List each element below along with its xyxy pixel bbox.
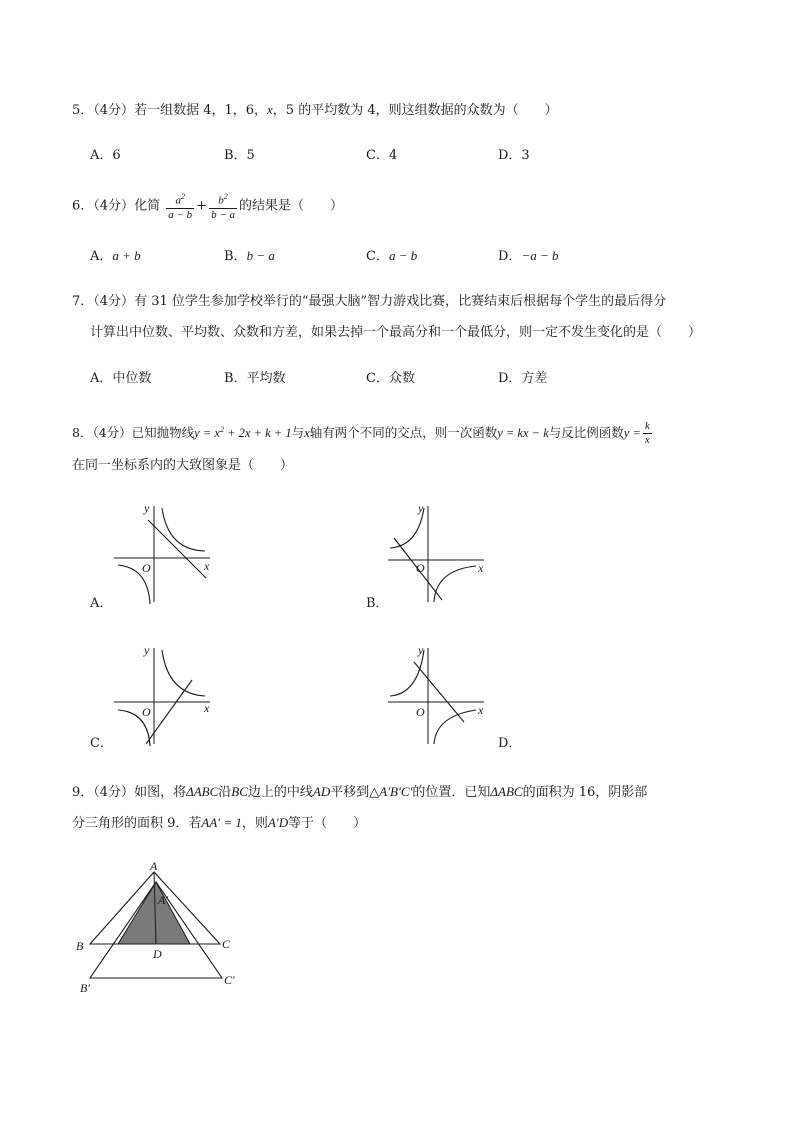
q8-c-origin-label: O <box>142 705 151 719</box>
q6-score: （4分） <box>93 198 135 214</box>
q9-stem-line2: 分三角形的面积 9．若AA′ = 1，则A′D等于（ ） <box>72 815 367 831</box>
q5-stem <box>72 100 558 121</box>
q8-c-y-label: y <box>144 643 150 657</box>
q8-linear: y = kx − k <box>497 426 549 441</box>
q8-stem-line1: 8．（4分）已知抛物线$y = x^2 + 2x + k + 1$与x轴有两个不同的交点，则一次函数y = kx − k与反比例函数y = $\frac{k}{x}$ <box>72 420 650 447</box>
q7-option-c: C．众数 <box>366 371 415 386</box>
q6-text: 化简 <box>134 198 161 214</box>
q6-fraction-1: $\frac{a^2}{a - b}$ <box>168 192 193 221</box>
q8-option-a: A． <box>90 596 113 611</box>
q8-option-d: D． <box>498 736 522 751</box>
q8-graph-c <box>110 640 230 750</box>
q6-option-d: D．−a − b <box>498 248 559 264</box>
q7-stem-line1 <box>72 292 666 312</box>
q9-label-D: D <box>153 947 162 961</box>
q8-graph-d <box>384 640 504 750</box>
q7-option-a: A．中位数 <box>90 371 152 386</box>
q5-option-d: D．3 <box>498 148 530 163</box>
q8-parabola: $y = x^2 + 2x + k + 1$ <box>194 425 292 441</box>
q7-number: 7． <box>72 294 94 309</box>
q8-graph-a <box>110 498 230 608</box>
q8-b-y-label: y <box>418 501 424 515</box>
q7-score: （4分） <box>93 294 135 309</box>
q8-option-c: C． <box>90 736 113 751</box>
q6-plus: + <box>196 198 208 214</box>
q6-option-b: B．b − a <box>224 248 275 264</box>
q6-option-a: A．a + b <box>90 248 141 264</box>
q7-text-1: 有 31 位学生参加学校举行的“最强大脑”智力游戏比赛，比赛结束后根据每个学生的最后得分 <box>134 294 667 309</box>
q7-option-d: D．方差 <box>498 371 548 386</box>
q7-option-b: B．平均数 <box>224 371 286 386</box>
q6-number: 6． <box>72 198 94 214</box>
q9-score: （4分） <box>93 785 135 800</box>
q8-option-b: B． <box>366 596 389 611</box>
q8-stem-line2: 在同一坐标系内的大致图象是（ ） <box>72 458 294 473</box>
q9-label-A-prime: A′ <box>158 893 168 907</box>
q8-b-x-label: x <box>478 561 484 575</box>
q8-inverse-fraction: $\frac{k}{x}$ <box>644 420 650 447</box>
q8-a-origin-label: O <box>142 561 151 575</box>
q8-d-y-label: y <box>418 643 424 657</box>
q9-number: 9． <box>72 785 94 800</box>
q6-stem <box>72 190 343 222</box>
q5-option-a: A．6 <box>90 148 121 163</box>
q9-label-C-prime: C′ <box>224 973 235 987</box>
q5-number: 5． <box>72 103 94 118</box>
q8-a-x-label: x <box>204 559 210 573</box>
q9-label-B-prime: B′ <box>80 981 90 995</box>
q5-text: 若一组数据 4，1，6， <box>134 103 268 118</box>
q9-stem-line1: 9．（4分）如图，将ΔABC沿BC边上的中线AD平移到△A′B′C′的位置．已知ΔABC的面积为 16，阴影部 <box>72 784 648 800</box>
q8-score: （4分） <box>92 425 132 441</box>
q5-score: （4分） <box>93 103 135 118</box>
q8-b-origin-label: O <box>416 561 425 575</box>
q5-text-end: ，5 的平均数为 4，则这组数据的众数为（ ） <box>272 103 558 118</box>
q8-number: 8． <box>72 425 93 441</box>
q6-text-end: 的结果是（ ） <box>239 198 344 214</box>
q8-c-x-label: x <box>204 701 210 715</box>
q6-option-c: C．a − b <box>366 248 418 264</box>
q5-var: x <box>267 102 273 117</box>
q5-option-c: C．4 <box>366 148 398 163</box>
q9-label-A: A <box>150 859 158 873</box>
q8-graph-b <box>384 498 504 608</box>
q6-fraction-2: $\frac{b^2}{b - a}$ <box>211 192 235 221</box>
q9-label-B: B <box>76 939 84 953</box>
q8-a-y-label: y <box>144 501 150 515</box>
q5-option-b: B．5 <box>224 148 255 163</box>
q9-triangle-figure <box>70 856 270 996</box>
q7-stem-line2: 计算出中位数、平均数、众数和方差，如果去掉一个最高分和一个最低分，则一定不发生变化的是（ ） <box>90 325 702 340</box>
q8-d-origin-label: O <box>416 705 425 719</box>
q9-label-C: C <box>222 937 231 951</box>
q8-d-x-label: x <box>478 703 484 717</box>
